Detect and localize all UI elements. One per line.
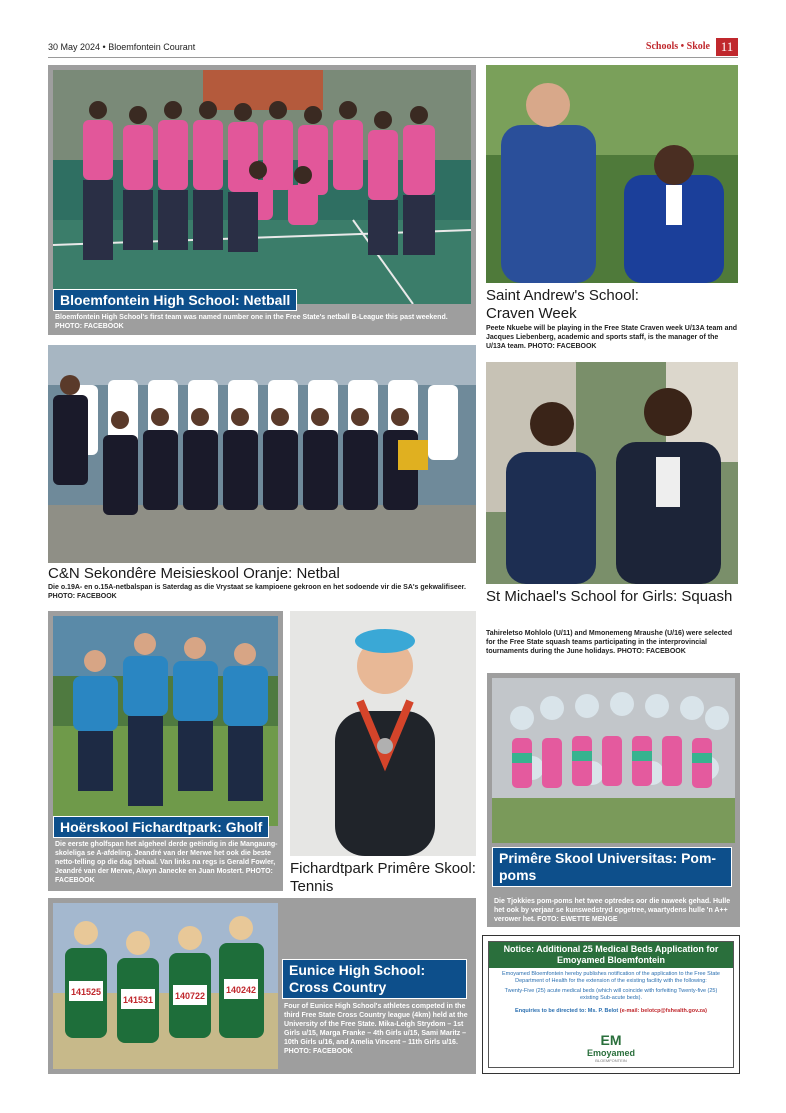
pompoms-ribbon: [492, 847, 732, 887]
notice-frame: [488, 941, 734, 1068]
eunice-ribbon-text: Eunice High School: Cross Country: [289, 962, 426, 995]
emoyamed-logo: [489, 1032, 733, 1063]
netball-bhs-ribbon: Bloemfontein High School: Netball: [53, 289, 297, 311]
bib-number: 140242: [226, 985, 257, 995]
craven-caption: Peete Nkuebe will be playing in the Free State Craven week U/13A team and Jacques Liebenberg, academic and sports staff, is the manager of the U/13A team. PHOTO: FACEBOOK: [486, 325, 738, 350]
page-header: [48, 40, 738, 58]
oranje-title: C&N Sekondêre Meisieskool Oranje: Netbal: [48, 565, 340, 582]
netball-bhs-photo: [53, 70, 471, 304]
notice-title: Notice: Additional 25 Medical Beds Application for Emoyamed Bloemfontein: [489, 942, 733, 968]
netball-bhs-caption: Bloemfontein High School's first team was named number one in the Free State's netball B-League this past weekend. PHOTO: FACEBOOK: [55, 314, 448, 330]
notice-enquiry: [489, 1008, 733, 1015]
eunice-caption: Four of Eunice High School's athletes competed in the third Free State Cross Country league (4km) held at the University of the Free State. Mika-Leigh Strydom – 1st Girls u/15, Marga Franke – 4th Girls u/15, Sami Maritz – 10th Girls u/16, and Amelia Vincent – 11th Girls u/16. PHOTO: FACEBOOK: [284, 1003, 468, 1055]
pompoms-photo: [492, 678, 735, 843]
golf-caption: Die eerste gholfspan het algeheel derde geëindig in die Mangaung-skoleliga se A-afdeling. Jeandré van der Merwe het ook die beste netto-telling op die dag behaal. Van links na regs is Gerald Fowler, Jeandré van der Merwe, Alwyn Janecke en Juan Mostert. PHOTO: FACEBOOK: [55, 841, 278, 884]
notice-email[interactable]: (e-mail: belotcp@fshealth.gov.za): [619, 1008, 707, 1014]
tennis-title: Fichardtpark Primêre Skool: Tennis: [290, 860, 476, 895]
pompoms-panel: [487, 673, 740, 927]
logo-mark: EM: [600, 1032, 622, 1048]
bib-number: 140722: [175, 991, 206, 1001]
pompoms-ribbon-text: Primêre Skool Universitas: Pom-poms: [499, 850, 717, 883]
squash-caption: Tahireletso Mohlolo (U/11) and Mmonemeng Mraushe (U/16) were selected for the Free State squash teams participating in the interprovincial tournaments during the June holidays. PHOTO: FACEBOOK: [486, 630, 733, 655]
notice-body-2: Twenty-Five (25) acute medical beds (which will coincide with forfeiting Twenty-five (25) existing Sub-acute beds).: [504, 988, 718, 1001]
date-and-paper: 30 May 2024 • Bloemfontein Courant: [48, 42, 196, 52]
golf-panel: [48, 611, 283, 891]
squash-photo: [486, 362, 738, 584]
eunice-photo: [53, 903, 278, 1069]
oranje-photo: [48, 345, 476, 563]
bib-number: 141531: [123, 995, 154, 1005]
page-number: 11: [716, 38, 738, 56]
craven-photo: [486, 65, 738, 283]
logo-name: Emoyamed: [586, 1048, 636, 1058]
netball-bhs-panel: [48, 65, 476, 335]
craven-title: Saint Andrew's School: Craven Week: [486, 287, 639, 322]
emoyamed-notice: [482, 935, 740, 1074]
section-label: Schools • Skole: [645, 41, 710, 52]
notice-body-1: Emoyamed Bloemfontein hereby publishes notification of the application to the Free State Department of Health for the extension of the existing facility with the following:: [502, 971, 720, 984]
pompoms-caption: Die Tjokkies pom-poms het twee optredes oor die naweek gehad. Hulle het ook by verjaar se kunswedstryd opgetree, waartydens hulle 'n A++ verower het. FOTO: EWETTE MENGE: [494, 898, 731, 923]
eunice-panel: [48, 898, 476, 1074]
tennis-photo: [290, 611, 476, 856]
oranje-caption: Die o.19A- en o.15A-netbalspan is Saterdag as die Vrystaat se kampioene gekroon en het sodoende vir die SA's gekwalifiseer. PHOTO: FACEBOOK: [48, 584, 466, 600]
bib-number: 141525: [71, 987, 102, 997]
golf-photo: [53, 616, 278, 826]
eunice-ribbon: [282, 959, 467, 999]
logo-subtitle: BLOEMFONTEIN: [595, 1058, 627, 1063]
notice-enquiry-text: Enquiries to be directed to: Ms. P. Belot: [515, 1008, 619, 1014]
golf-ribbon: Hoërskool Fichardtpark: Gholf: [53, 816, 269, 838]
squash-title: St Michael's School for Girls: Squash: [486, 588, 733, 605]
